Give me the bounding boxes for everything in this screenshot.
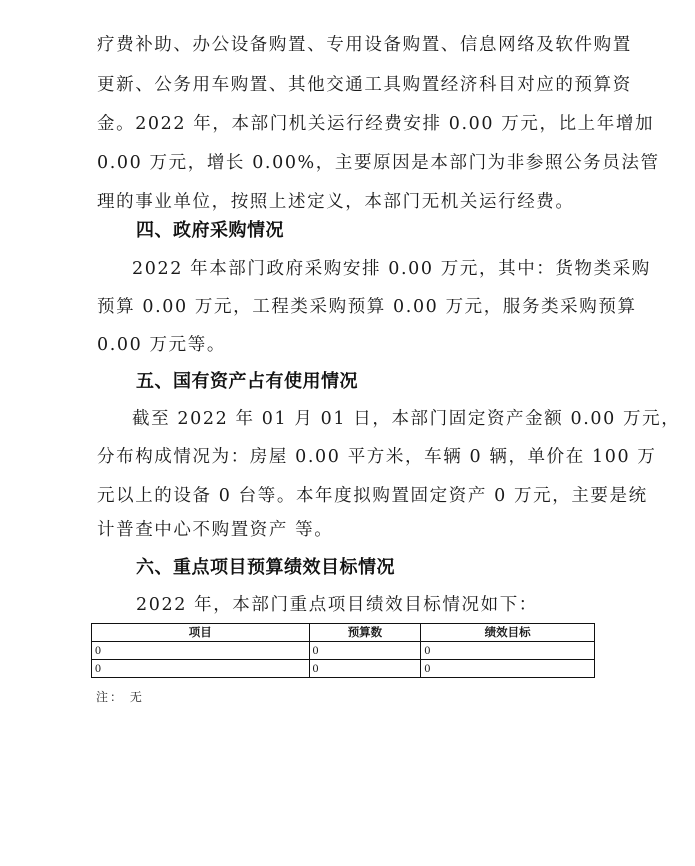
table-row xyxy=(92,660,595,678)
section-intro: 2022 年，本部门重点项目绩效目标情况如下： xyxy=(136,595,538,615)
column-header-target: 绩效目标 xyxy=(421,624,595,642)
table-header-row xyxy=(92,624,595,642)
paragraph-line: 截至 2022 年 01 月 01 日，本部门固定资产金额 0.00 万元， xyxy=(132,409,681,429)
table-note: 注： 无 xyxy=(96,690,144,704)
paragraph-line: 2022 年本部门政府采购安排 0.00 万元，其中：货物类采购 xyxy=(132,259,651,279)
paragraph-line: 理的事业单位，按照上述定义，本部门无机关运行经费。 xyxy=(97,192,575,212)
paragraph-line: 更新、公务用车购置、其他交通工具购置经济科目对应的预算资 xyxy=(97,75,632,95)
section-heading-performance: 六、重点项目预算绩效目标情况 xyxy=(136,557,395,578)
section-heading-assets: 五、国有资产占有使用情况 xyxy=(136,371,358,392)
paragraph-line: 0.00 万元，增长 0.00%，主要原因是本部门为非参照公务员法管 xyxy=(97,153,660,173)
column-header-project: 项目 xyxy=(92,624,310,642)
cell-project: 0 xyxy=(92,642,310,660)
paragraph-line: 金。2022 年，本部门机关运行经费安排 0.00 万元，比上年增加 xyxy=(97,114,655,134)
paragraph-line: 元以上的设备 0 台等。本年度拟购置固定资产 0 万元，主要是统 xyxy=(97,486,648,506)
cell-target: 0 xyxy=(421,642,595,660)
cell-project: 0 xyxy=(92,660,310,678)
paragraph-line: 计普查中心不购置资产 等。 xyxy=(97,520,334,540)
table-row xyxy=(92,642,595,660)
cell-target: 0 xyxy=(421,660,595,678)
performance-table xyxy=(91,623,595,678)
column-header-budget: 预算数 xyxy=(309,624,421,642)
paragraph-line: 分布构成情况为：房屋 0.00 平方米，车辆 0 辆，单价在 100 万 xyxy=(97,447,657,467)
cell-budget: 0 xyxy=(309,642,421,660)
paragraph-line: 预算 0.00 万元，工程类采购预算 0.00 万元，服务类采购预算 xyxy=(97,297,637,317)
section-heading-procurement: 四、政府采购情况 xyxy=(136,220,284,241)
cell-budget: 0 xyxy=(309,660,421,678)
paragraph-line: 0.00 万元等。 xyxy=(97,335,226,355)
paragraph-line: 疗费补助、办公设备购置、专用设备购置、信息网络及软件购置 xyxy=(97,35,632,55)
